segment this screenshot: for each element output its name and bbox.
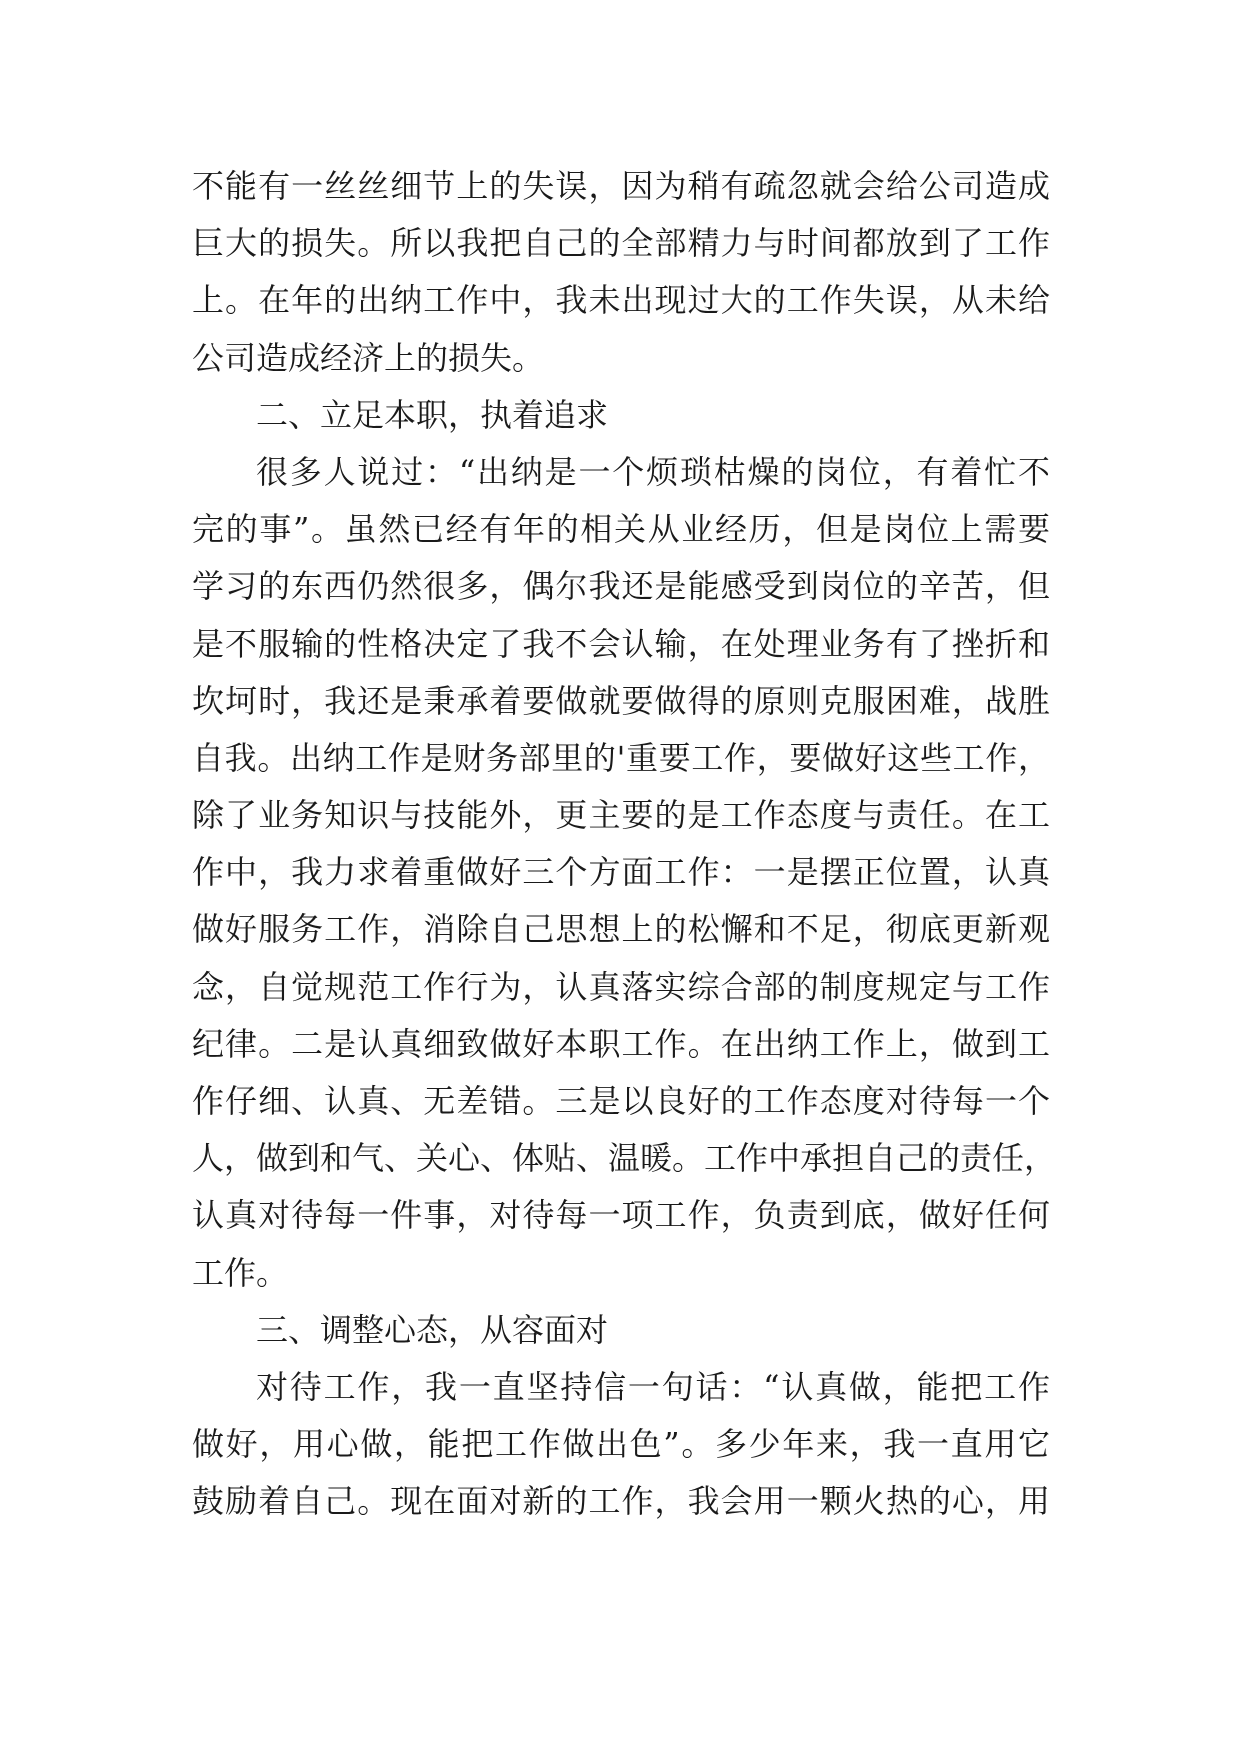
text-line: 人，做到和气、关心、体贴、温暖。工作中承担自己的责任， [192,1139,1057,1178]
text-line: 作中，我力求着重做好三个方面工作：一是摆正位置，认真 [192,853,1050,892]
text-line: 认真对待每一件事，对待每一项工作，负责到底，做好任何 [192,1196,1050,1235]
text-line: 作仔细、认真、无差错。三是以良好的工作态度对待每一个 [192,1082,1050,1120]
text-line: 自我。出纳工作是财务部里的'重要工作，要做好这些工作， [192,738,1050,777]
text-line: 工作。 [192,1253,289,1292]
text-line: 做好，用心做，能把工作做出色”。多少年来，我一直用它 [192,1425,1050,1464]
text-line: 学习的东西仍然很多，偶尔我还是能感受到岗位的辛苦，但 [192,567,1050,606]
text-line: 坎坷时，我还是秉承着要做就要做得的原则克服困难，战胜 [192,681,1050,720]
text-line: 对待工作，我一直坚持信一句话：“认真做，能把工作 [256,1367,1050,1406]
text-line: 做好服务工作，消除自己思想上的松懈和不足，彻底更新观 [192,910,1050,949]
text-line: 很多人说过：“出纳是一个烦琐枯燥的岗位，有着忙不 [256,452,1050,491]
text-line: 巨大的损失。所以我把自己的全部精力与时间都放到了工作 [192,224,1050,263]
document-body [192,158,1057,1531]
text-line: 念，自觉规范工作行为，认真落实综合部的制度规定与工作 [192,967,1050,1006]
section-heading: 三、调整心态，从容面对 [256,1310,609,1349]
text-line: 完的事”。虽然已经有年的相关从业经历，但是岗位上需要 [192,510,1050,549]
text-line: 鼓励着自己。现在面对新的工作，我会用一颗火热的心，用 [192,1482,1050,1521]
text-line: 纪律。二是认真细致做好本职工作。在出纳工作上，做到工 [192,1024,1050,1063]
text-line: 是不服输的性格决定了我不会认输，在处理业务有了挫折和 [192,624,1050,663]
text-line: 不能有一丝丝细节上的失误，因为稍有疏忽就会给公司造成 [192,167,1050,205]
text-line: 公司造成经济上的损失。 [192,338,545,377]
section-heading: 二、立足本职，执着追求 [256,395,609,434]
text-line: 除了业务知识与技能外，更主要的是工作态度与责任。在工 [192,796,1050,835]
text-line: 上。在年的出纳工作中，我未出现过大的工作失误，从未给 [192,281,1050,320]
